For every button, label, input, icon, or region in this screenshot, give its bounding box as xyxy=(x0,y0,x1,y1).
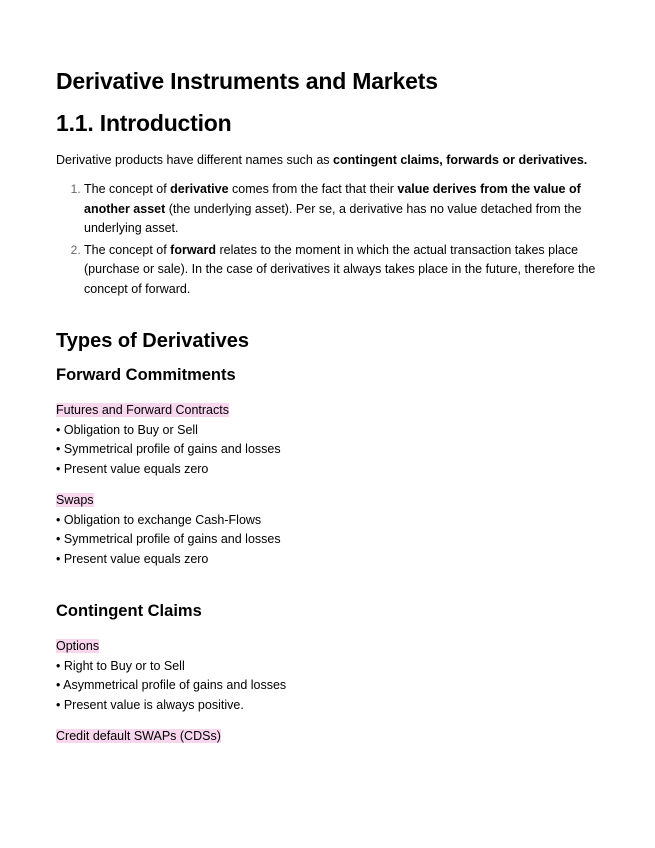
concept-text: relates to the moment in which the actual transaction takes place (purchase or sale). In the case of derivatives it always takes place in the future, therefore the concept of forward. xyxy=(84,242,596,296)
concept-text: (the underlying asset). Per se, a derivative has no value detached from the underlying asset. xyxy=(84,201,582,235)
options-label: Options xyxy=(56,639,100,653)
concept-item-forward xyxy=(84,241,601,300)
concept-text: comes from the fact that their xyxy=(228,182,398,196)
bullet-item: • Present value is always positive. xyxy=(56,697,244,712)
futures-group xyxy=(56,401,601,479)
cds-group xyxy=(56,727,601,747)
introduction-heading: 1.1. Introduction xyxy=(56,110,232,136)
futures-label: Futures and Forward Contracts xyxy=(56,403,229,417)
types-heading: Types of Derivatives xyxy=(56,330,250,352)
bullet-item: • Obligation to Buy or Sell xyxy=(56,422,198,437)
document-title: Derivative Instruments and Markets xyxy=(56,68,438,94)
bullet-item: • Symmetrical profile of gains and losses xyxy=(56,442,281,456)
bullet-item: • Obligation to exchange Cash-Flows xyxy=(56,512,262,527)
bullet-item: • Asymmetrical profile of gains and losses xyxy=(56,678,287,692)
bullet-item: • Present value equals zero xyxy=(56,551,209,566)
concept-text: The concept of xyxy=(84,182,171,196)
concept-bold-text: value derives from the value of another asset xyxy=(84,182,581,216)
cds-label: Credit default SWAPs (CDSs) xyxy=(56,729,221,743)
intro-text: Derivative products have different names such as xyxy=(56,153,333,167)
introduction-paragraph xyxy=(56,150,601,170)
concept-list xyxy=(56,180,601,299)
bullet-item: • Symmetrical profile of gains and losses xyxy=(56,532,281,546)
contingent-claims-heading: Contingent Claims xyxy=(56,602,202,620)
options-group xyxy=(56,637,601,715)
swaps-group xyxy=(56,491,601,569)
concept-bold-text: forward xyxy=(170,242,217,257)
bullet-item: • Right to Buy or to Sell xyxy=(56,658,185,673)
document-page xyxy=(56,66,601,747)
concept-item-derivative xyxy=(84,180,601,239)
bullet-item: • Present value equals zero xyxy=(56,461,209,476)
intro-bold-text: contingent claims, forwards or derivatives. xyxy=(333,153,588,167)
concept-text: The concept of xyxy=(84,242,171,257)
concept-bold-text: derivative xyxy=(170,182,229,196)
forward-commitments-heading: Forward Commitments xyxy=(56,366,236,384)
swaps-label: Swaps xyxy=(56,493,94,507)
